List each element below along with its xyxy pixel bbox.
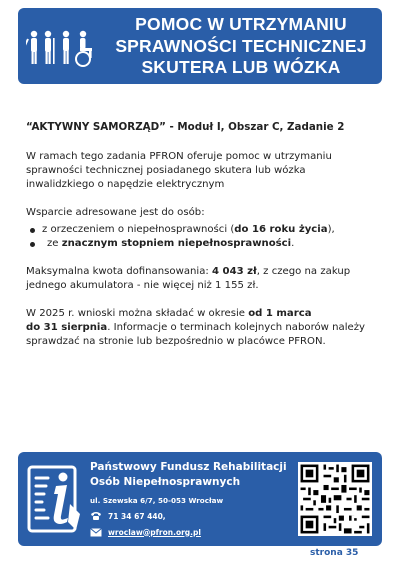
list-item	[26, 237, 376, 251]
amount-text: Maksymalna kwota dofinansowania:	[26, 266, 213, 277]
amount-paragraph	[26, 265, 376, 293]
email-row	[90, 526, 290, 538]
page-title	[106, 14, 376, 79]
qr-code-icon[interactable]	[298, 462, 372, 536]
phone-icon	[90, 511, 102, 521]
address: ul. Szewska 6/7, 50-053 Wrocław	[90, 496, 224, 505]
bullet2-text: ze	[47, 238, 62, 249]
date-end: do 31 sierpnia	[26, 322, 108, 333]
support-heading: Wsparcie adresowane jest do osób:	[26, 207, 205, 218]
email-link[interactable]: wroclaw@pfron.org.pl	[108, 527, 201, 537]
info-document-icon	[26, 464, 84, 536]
mail-icon	[90, 528, 102, 537]
bullet1-bold: do 16 roku życia	[234, 224, 328, 235]
list-item	[26, 223, 376, 237]
intro-paragraph: W ramach tego zadania PFRON oferuje pomoc w utrzymaniu sprawności technicznej posiadanego skutera lub wózka inwalidzkiego o napędzie elektrycznym	[26, 151, 332, 190]
dates-paragraph	[26, 307, 376, 349]
title-line-1: POMOC W UTRZYMANIU	[135, 14, 347, 34]
bullet1-text: z orzeczeniem o niepełnosprawności (	[42, 224, 235, 235]
footer-text	[90, 460, 290, 538]
org-name	[90, 460, 290, 490]
bullet1-after: ),	[327, 224, 335, 235]
main-content	[26, 120, 376, 363]
amount-after: , z czego na zakup jednego akumulatora - nie więcej niż 1 155 zł.	[26, 266, 351, 291]
dates-text: W 2025 r. wnioski można składać w okresie	[26, 308, 249, 319]
amount-value: 4 043 zł	[212, 266, 257, 277]
title-line-3: SKUTERA LUB WÓZKA	[141, 57, 341, 77]
program-subtitle: “AKTYWNY SAMORZĄD” - Moduł I, Obszar C, Zadanie 2	[26, 121, 345, 133]
dates-after: . Informacje o terminach kolejnych naborów należy sprawdzać na stronie lub bezpośrednio w placówce PFRON.	[26, 322, 366, 347]
bullet2-bold: znacznym stopniem niepełnosprawności	[61, 238, 292, 249]
date-start: od 1 marca	[248, 308, 312, 319]
org-name-line-2: Osób Niepełnosprawnych	[90, 476, 241, 488]
phone-row	[90, 510, 290, 522]
support-section	[26, 206, 376, 251]
org-name-line-1: Państwowy Fundusz Rehabilitacji	[90, 461, 287, 473]
header-banner	[18, 8, 382, 84]
phone-number: 71 34 67 440,	[108, 511, 166, 521]
title-line-2: SPRAWNOŚCI TECHNICZNEJ	[115, 35, 367, 56]
footer-contact	[18, 452, 382, 546]
bullet2-after: .	[291, 238, 295, 249]
disability-people-icon	[26, 28, 98, 68]
page-number: strona 35	[310, 548, 359, 558]
eligibility-list	[26, 223, 376, 251]
